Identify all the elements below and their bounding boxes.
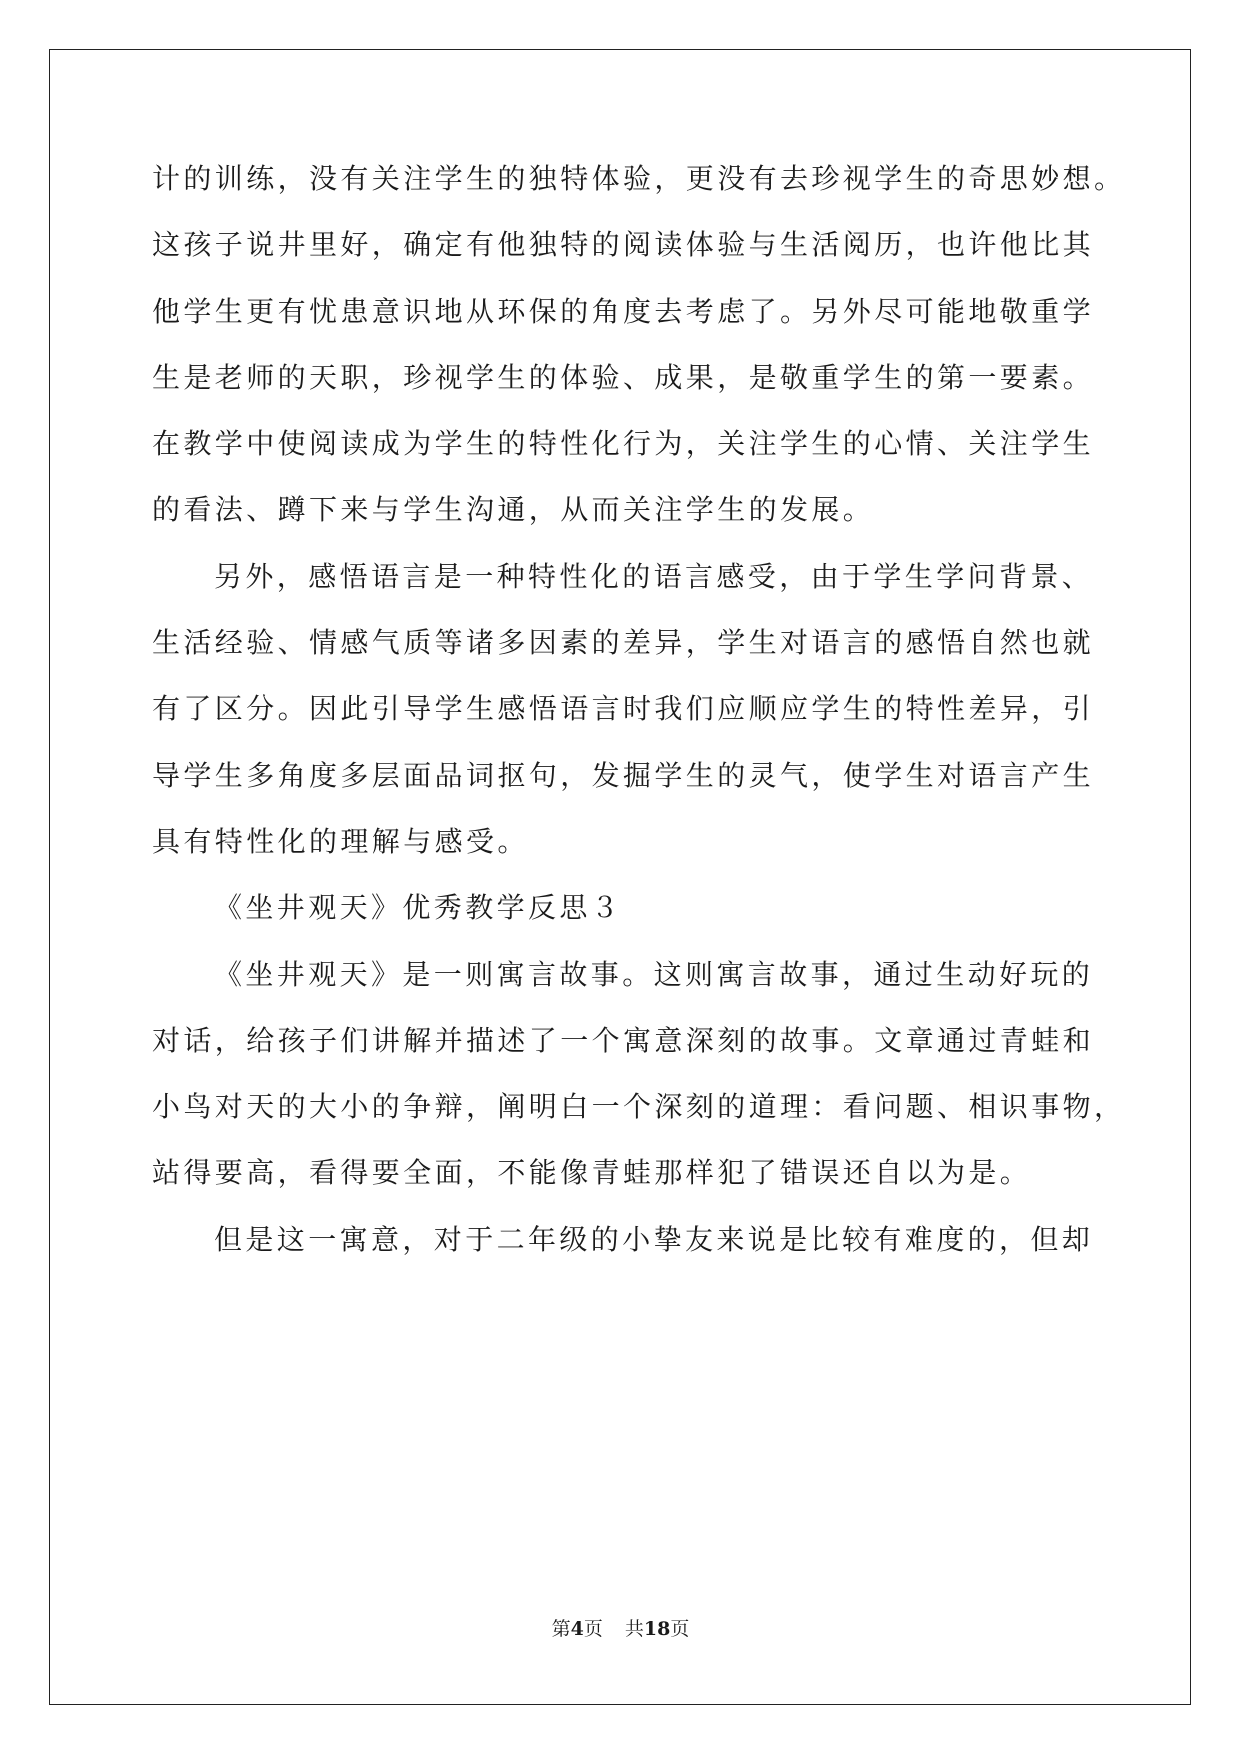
text-line: 导学生多角度多层面品词抠句，发掘学生的灵气，使学生对语言产生 xyxy=(152,758,1095,792)
text-line: 有了区分。因此引导学生感悟语言时我们应顺应学生的特性差异，引 xyxy=(152,692,1095,726)
text-line: 站得要高，看得要全面，不能像青蛙那样犯了错误还自以为是。 xyxy=(152,1156,1032,1190)
text-line: 生是老师的天职，珍视学生的体验、成果，是敬重学生的第一要素。 xyxy=(152,360,1095,394)
text-line: 的看法、蹲下来与学生沟通，从而关注学生的发展。 xyxy=(152,493,875,527)
paragraph-start: 另外，感悟语言是一种特性化的语言感受，由于学生学问背景、 xyxy=(214,559,1094,593)
footer-prefix: 第 xyxy=(551,1618,571,1640)
paragraph-start: 但是这一寓意，对于二年级的小挚友来说是比较有难度的，但却 xyxy=(214,1222,1094,1256)
page-number: 4 xyxy=(570,1618,584,1640)
document-body xyxy=(152,146,1126,1273)
total-pages: 18 xyxy=(643,1618,671,1640)
text-line: 这孩子说井里好，确定有他独特的阅读体验与生活阅历，也许他比其 xyxy=(152,228,1095,262)
text-line: 小鸟对天的大小的争辩，阐明白一个深刻的道理：看问题、相识事物， xyxy=(152,1090,1126,1124)
paragraph-start: 《坐井观天》是一则寓言故事。这则寓言故事，通过生动好玩的 xyxy=(214,957,1094,991)
footer-total-prefix: 共 xyxy=(624,1618,644,1640)
text-line: 他学生更有忧患意识地从环保的角度去考虑了。另外尽可能地敬重学 xyxy=(152,294,1095,328)
section-heading: 《坐井观天》优秀教学反思３ xyxy=(214,891,623,925)
text-line: 计的训练，没有关注学生的独特体验，更没有去珍视学生的奇思妙想。 xyxy=(152,162,1126,195)
text-line: 在教学中使阅读成为学生的特性化行为，关注学生的心情、关注学生 xyxy=(152,427,1095,461)
text-line: 对话，给孩子们讲解并描述了一个寓意深刻的故事。文章通过青蛙和 xyxy=(152,1023,1095,1057)
text-line: 生活经验、情感气质等诸多因素的差异，学生对语言的感悟自然也就 xyxy=(152,626,1095,660)
page-footer xyxy=(0,1614,1241,1641)
text-line: 具有特性化的理解与感受。 xyxy=(152,824,529,858)
footer-total-suffix: 页 xyxy=(670,1618,690,1640)
footer-page-suffix: 页 xyxy=(583,1618,603,1640)
